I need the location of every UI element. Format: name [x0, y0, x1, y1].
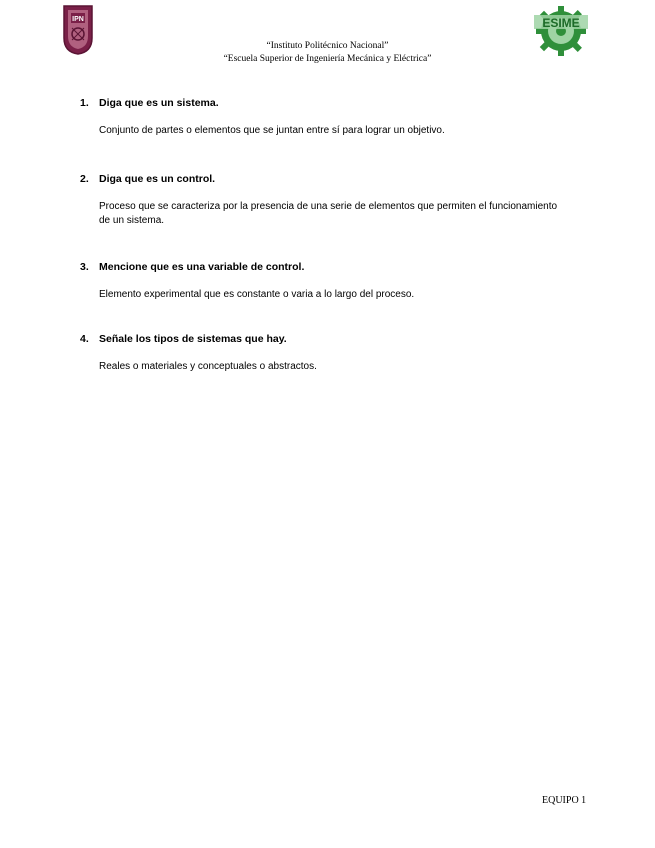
- question-number: 2.: [80, 173, 89, 185]
- question-item: [80, 260, 580, 332]
- school-name: “Escuela Superior de Ingeniería Mecánica y Eléctrica”: [223, 54, 432, 64]
- svg-text:IPN: IPN: [72, 16, 84, 23]
- question-number: 3.: [80, 261, 89, 273]
- team-label: EQUIPO 1: [542, 795, 587, 806]
- answer-text: Elemento experimental que es constante o varia a lo largo del proceso.: [99, 289, 415, 300]
- answer-text: Reales o materiales y conceptuales o abstractos.: [99, 361, 317, 372]
- document-header: [0, 40, 655, 66]
- question-item: [80, 172, 580, 260]
- answer-text: Conjunto de partes o elementos que se juntan entre sí para lograr un objetivo.: [99, 125, 445, 136]
- question-number: 1.: [80, 97, 89, 109]
- question-number: 4.: [80, 333, 89, 345]
- question-text: Diga que es un control.: [99, 173, 216, 185]
- answer-text: Proceso que se caracteriza por la presencia de una serie de elementos que permiten el funcionamiento de un sistema.: [99, 201, 558, 226]
- question-item: [80, 96, 580, 172]
- esime-logo-text: ESIME: [542, 16, 580, 30]
- question-text: Mencione que es una variable de control.: [99, 261, 305, 273]
- institute-name: “Instituto Politécnico Nacional”: [266, 41, 389, 51]
- question-list: [80, 96, 580, 374]
- question-item: [80, 332, 580, 374]
- question-text: Diga que es un sistema.: [99, 97, 219, 109]
- question-text: Señale los tipos de sistemas que hay.: [99, 333, 287, 345]
